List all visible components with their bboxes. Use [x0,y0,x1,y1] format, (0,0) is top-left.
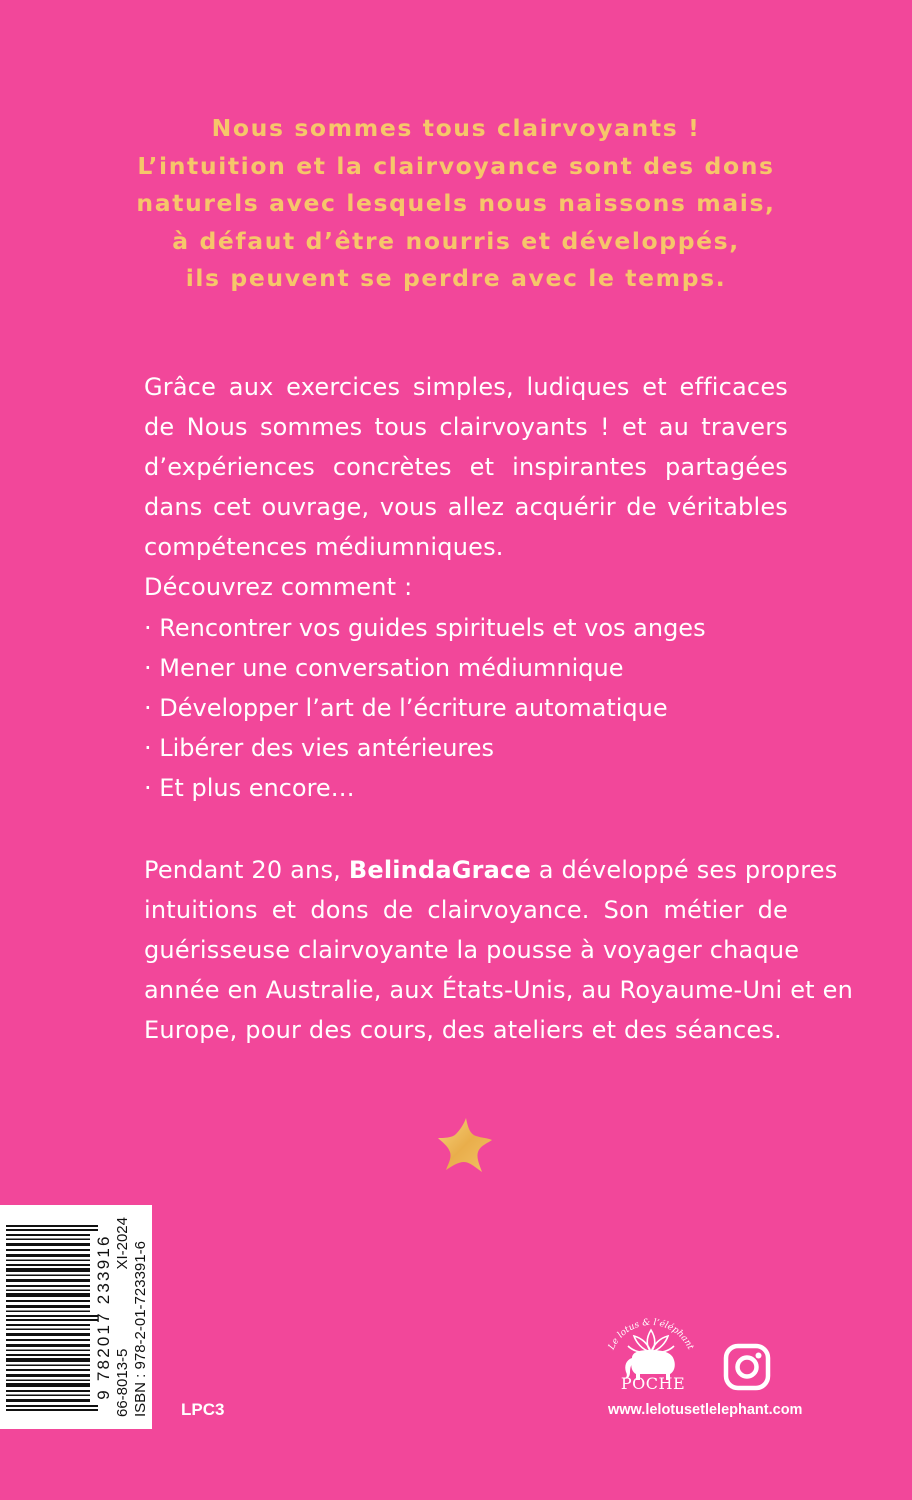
barcode-panel [0,1205,152,1429]
star-icon [436,1116,494,1174]
instagram-icon[interactable] [722,1342,772,1392]
tagline-line: à défaut d’être nourris et développés, [172,226,740,255]
paragraph-line: compétences médiumniques. [144,533,504,561]
bio-text: Pendant 20 ans, [144,856,349,884]
bullet-item: · Libérer des vies antérieures [144,734,495,762]
logo-arc-text: Le lotus & l’éléphant [606,1317,696,1352]
bio-line: Europe, pour des cours, des ateliers et des séances. [144,1016,782,1044]
product-code: 66-8013-5 [114,1348,131,1417]
description-paragraph [144,367,788,607]
paragraph-line: d’expériences concrètes et inspirantes partagées [144,453,788,481]
bullet-item: · Mener une conversation médiumnique [144,654,624,682]
tagline-line: Nous sommes tous clairvoyants ! [211,114,701,142]
paragraph-line: dans cet ouvrage, vous allez acquérir de véritables [144,493,788,521]
tagline [0,110,912,298]
bullet-list [144,608,706,808]
series-label: POCHE [620,1374,686,1393]
bio-text: a développé ses propres [530,856,838,884]
author-name: BelindaGrace [348,856,531,884]
bio-line: intuitions et dons de clairvoyance. Son métier de [144,896,788,924]
ean-number: 9 782017 233916 [94,1234,113,1400]
isbn: ISBN : 978-2-01-723391-6 [132,1241,149,1417]
bio-line: guérisseuse clairvoyante la pousse à voyager chaque [144,936,800,964]
tagline-line: naturels avec lesquels nous naissons mais, [136,189,776,217]
bullet-item: · Rencontrer vos guides spirituels et vos anges [144,614,706,642]
tagline-line: L’intuition et la clairvoyance sont des dons [137,151,775,180]
paragraph-line: de Nous sommes tous clairvoyants ! et au travers [144,413,788,441]
bullet-item: · Développer l’art de l’écriture automatique [144,694,668,722]
website-link[interactable]: www.lelotusetlelephant.com [608,1402,803,1418]
paragraph-line: Grâce aux exercices simples, ludiques et efficaces [144,373,788,401]
bullet-item: · Et plus encore… [144,774,355,802]
lpc-code: LPC3 [181,1400,225,1419]
print-date: XI-2024 [114,1217,131,1270]
barcode [6,1217,98,1417]
code-row [114,1217,131,1417]
tagline-line: ils peuvent se perdre avec le temps. [185,264,727,292]
bio-line [144,850,838,890]
bio-line: année en Australie, aux États-Unis, au Royaume-Uni et en [144,976,853,1004]
author-bio [144,850,853,1050]
svg-text:Le lotus & l’éléphant [606,1318,695,1352]
paragraph-line: Découvrez comment : [144,573,413,601]
